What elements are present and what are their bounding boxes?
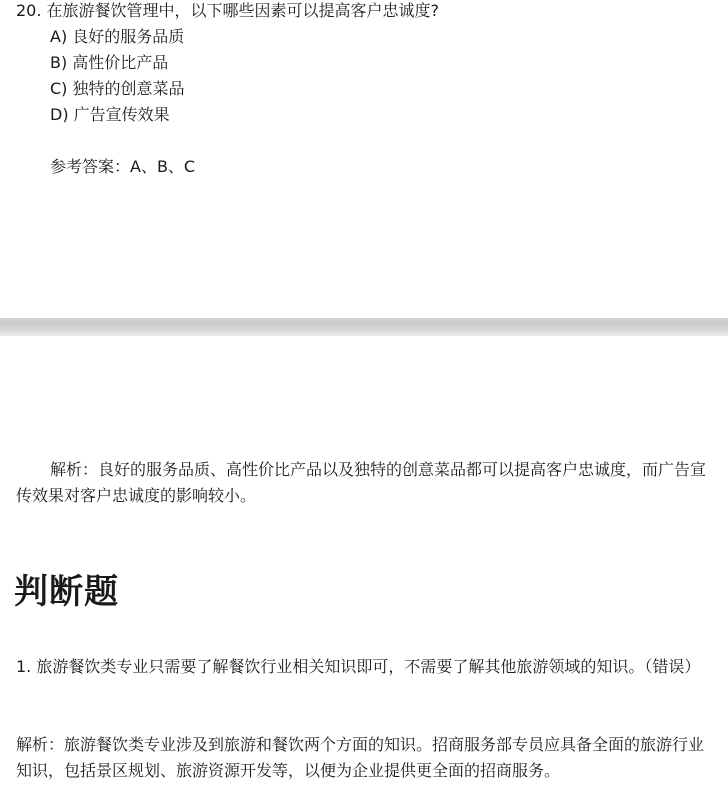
page-1 (0, 0, 728, 318)
option-d: D) 广告宣传效果 (50, 105, 170, 124)
page-separator (0, 318, 728, 336)
reference-answer: 参考答案：A、B、C (50, 157, 196, 176)
analysis-paragraph-2: 解析：旅游餐饮类专业涉及到旅游和餐饮两个方面的知识。招商服务部专员应具备全面的旅游行业知识，包括景区规划、旅游资源开发等，以便为企业提供更全面的招商服务。 (16, 735, 705, 780)
option-a: A) 良好的服务品质 (50, 27, 185, 46)
true-false-question: 1. 旅游餐饮类专业只需要了解餐饮行业相关知识即可，不需要了解其他旅游领域的知识。（错误） (16, 657, 701, 676)
page-2 (0, 336, 728, 786)
option-b: B) 高性价比产品 (50, 53, 169, 72)
section-heading: 判断题 (14, 572, 119, 612)
option-c: C) 独特的创意菜品 (50, 79, 185, 98)
question-title: 20. 在旅游餐饮管理中，以下哪些因素可以提高客户忠诚度? (16, 1, 440, 20)
analysis-paragraph-1: 解析：良好的服务品质、高性价比产品以及独特的创意菜品都可以提高客户忠诚度，而广告宣传效果对客户忠诚度的影响较小。 (16, 460, 707, 505)
